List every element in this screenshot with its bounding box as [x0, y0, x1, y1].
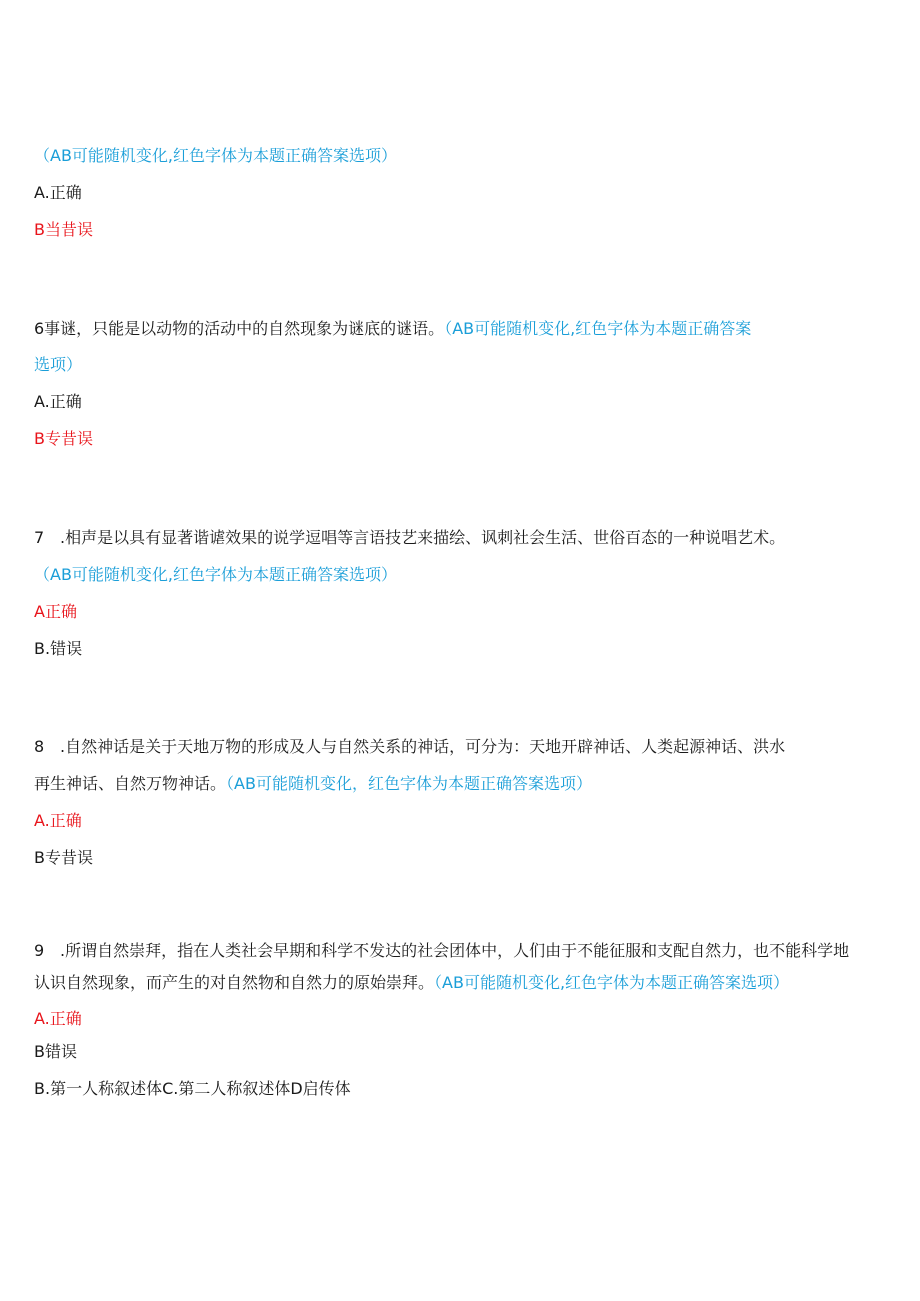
q9-question-part1: .所谓自然崇拜，指在人类社会早期和科学不发达的社会团体中，人们由于不能征服和支配自然力，也不能科学地 [60, 941, 850, 960]
q8-question-part2: 再生神话、自然万物神话。 [34, 774, 227, 793]
q8-question-line1 [34, 736, 785, 758]
q7-option-b: B.错误 [34, 639, 83, 658]
q9-option-a: A.正确 [34, 1009, 82, 1028]
q8-option-b: B专昔误 [34, 848, 93, 867]
q8-question-line2 [34, 773, 592, 795]
q9-number: 9 [34, 941, 45, 960]
q5-option-a: A.正确 [34, 183, 82, 202]
q7-hint: （AB可能随机变化,红色字体为本题正确答案选项） [34, 565, 398, 584]
q6-hint-part1: （AB可能随机变化,红色字体为本题正确答案 [444, 319, 752, 338]
q9-question-part2: 认识自然现象，而产生的对自然物和自然力的原始崇拜。 [34, 973, 435, 992]
q5-option-b: B当昔误 [34, 220, 93, 239]
q6-question-line [34, 318, 751, 340]
trailing-options-line: B.第一人称叙述体C.第二人称叙述体D启传体 [34, 1079, 351, 1098]
q9-question-line2 [34, 972, 789, 994]
q6-option-b: B专昔误 [34, 429, 93, 448]
q5-hint: （AB可能随机变化,红色字体为本题正确答案选项） [34, 146, 398, 165]
q7-option-a: A正确 [34, 602, 77, 621]
q6-hint-part2: 选项） [34, 355, 83, 374]
q9-hint: （AB可能随机变化,红色字体为本题正确答案选项） [434, 973, 790, 992]
q7-question: .相声是以具有显著谐谑效果的说学逗唱等言语技艺来描绘、讽刺社会生活、世俗百态的一种说唱艺术。 [60, 528, 786, 547]
q8-number: 8 [34, 737, 45, 756]
q6-question: 6事谜，只能是以动物的活动中的自然现象为谜底的谜语。 [34, 319, 445, 338]
q9-option-b: B错误 [34, 1042, 77, 1061]
q8-question-part1: .自然神话是关于天地万物的形成及人与自然关系的神话，可分为：天地开辟神话、人类起源神话、洪水 [60, 737, 786, 756]
q8-option-a: A.正确 [34, 811, 82, 830]
q7-number: 7 [34, 528, 45, 547]
q7-question-line [34, 527, 785, 549]
q9-question-line1 [34, 940, 849, 962]
q8-hint: （AB可能随机变化，红色字体为本题正确答案选项） [226, 774, 592, 793]
q6-option-a: A.正确 [34, 392, 82, 411]
